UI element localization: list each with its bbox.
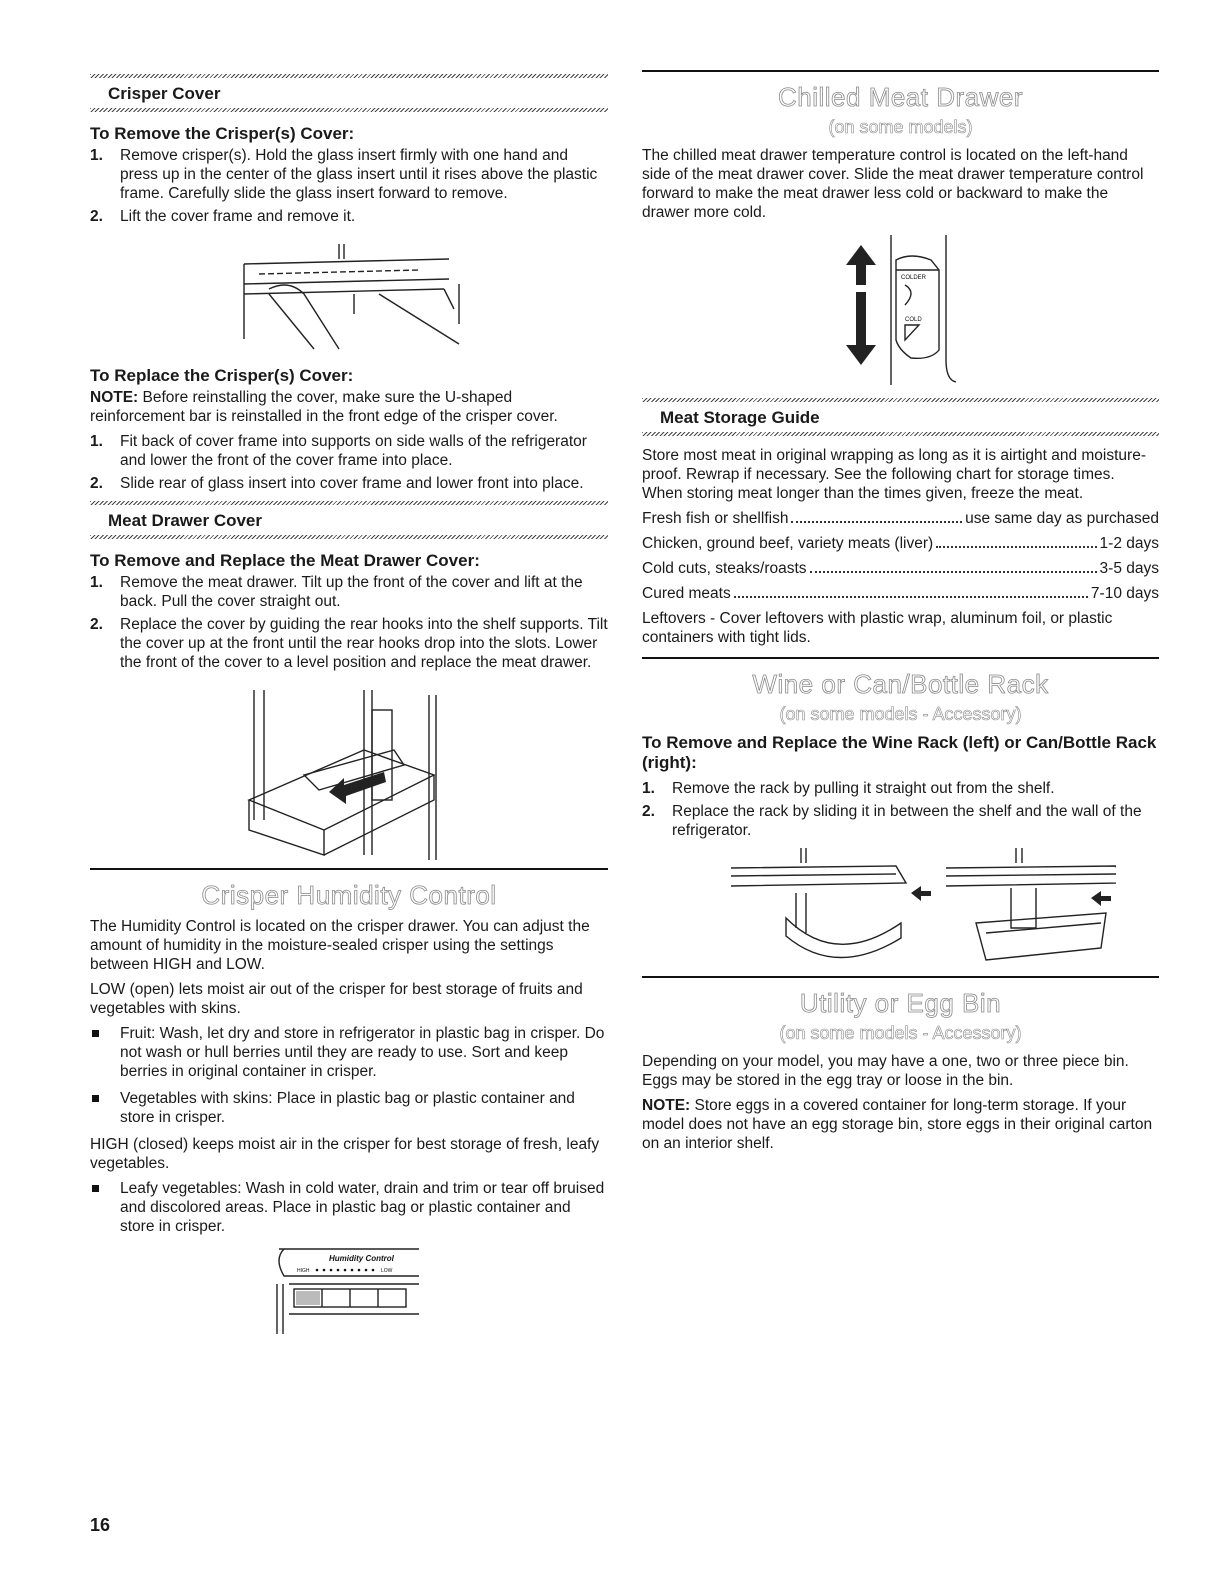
hatch-divider [90, 108, 608, 112]
low-bullets [90, 1024, 608, 1127]
section-divider [642, 976, 1159, 978]
wine-section-title: Wine or Can/Bottle Rack [752, 669, 1049, 699]
chilled-section-subtitle: (on some models) [828, 117, 973, 137]
wine-heading: To Remove and Replace the Wine Rack (left) or Can/Bottle Rack (right): [642, 733, 1157, 772]
step-item: 2. Replace the rack by sliding it in between the shelf and the wall of the refrigerator. [642, 803, 1142, 839]
wine-steps [642, 779, 1159, 840]
step-item: 1. Remove crisper(s). Hold the glass insert firmly with one hand and press up in the center of the glass insert until it rises above the plastic frame. Carefully slide the glass insert forward to remove. [90, 147, 598, 202]
wine-section-subtitle: (on some models - Accessory) [779, 704, 1022, 724]
crisper-cover-banner [90, 74, 608, 112]
chilled-section-title: Chilled Meat Drawer [777, 82, 1024, 112]
meat-guide-intro: Store most meat in original wrapping as long as it is airtight and moisture-proof. Rewrap if necessary. See the following chart for storage times. When storing meat longer than the times given, freeze the meat. [642, 447, 1146, 502]
meat-storage-table [642, 509, 1159, 603]
left-column [90, 70, 608, 1342]
bullet-item: Leafy vegetables: Wash in cold water, drain and trim or tear off bruised and discolored areas. Place in plastic bag or plastic container and store in crisper. [90, 1179, 608, 1236]
table-row: Cured meats 7-10 days [642, 585, 1159, 602]
table-row: Chicken, ground beef, variety meats (liver) 1-2 days [642, 535, 1159, 552]
section-divider [642, 70, 1159, 72]
humidity-figure-low: LOW [381, 1268, 393, 1274]
meat-guide-banner [642, 398, 1159, 436]
crisper-cover-title: Crisper Cover [108, 84, 221, 103]
high-bullets [90, 1179, 608, 1236]
hatch-divider [90, 535, 608, 539]
right-column [642, 70, 1159, 1153]
meat-drawer-cover-banner [90, 501, 608, 539]
humidity-control-illustration [269, 1244, 429, 1334]
crisper-cover-illustration [229, 234, 469, 354]
bullet-item: Vegetables with skins: Place in plastic bag or plastic container and store in crisper. [90, 1089, 608, 1127]
table-row: Cold cuts, steaks/roasts 3-5 days [642, 560, 1159, 577]
humidity-figure-label: Humidity Control [329, 1254, 394, 1263]
chilled-text: The chilled meat drawer temperature control is located on the left-hand side of the meat drawer cover. Slide the meat drawer temperature control forward to make the meat drawer less cold or backward to make the drawer more cold. [642, 147, 1144, 221]
step-item: 1. Remove the meat drawer. Tilt up the front of the cover and lift at the back. Pull the cover straight out. [90, 574, 583, 610]
hatch-divider [642, 432, 1159, 436]
utility-note: NOTE: Store eggs in a covered container for long-term storage. If your model does not have an egg storage bin, store eggs in their original carton on an interior shelf. [642, 1097, 1153, 1152]
utility-text: Depending on your model, you may have a one, two or three piece bin. Eggs may be stored in the egg tray or loose in the bin. [642, 1053, 1129, 1089]
table-row: Fresh fish or shellfish use same day as purchased [642, 510, 1159, 527]
section-divider [642, 657, 1159, 659]
chilled-cold-label: COLD [904, 317, 922, 323]
step-item: 1. Fit back of cover frame into supports on side walls of the refrigerator and lower the front of the cover frame into place. [90, 433, 587, 469]
humidity-high-text: HIGH (closed) keeps moist air in the crisper for best storage of fresh, leafy vegetables. [90, 1136, 600, 1172]
step-item: 2. Replace the cover by guiding the rear hooks into the shelf supports. Tilt the cover up at the front until the rear hooks drop into the slots. Lower the front of the cover to a level position and replace the meat drawer. [90, 616, 608, 671]
replace-crisper-steps [90, 432, 608, 493]
section-divider [90, 868, 608, 870]
replace-crisper-note: NOTE: Before reinstalling the cover, make sure the U-shaped reinforcement bar is reinstalled in the front edge of the crisper cover. [90, 389, 558, 425]
humidity-intro: The Humidity Control is located on the crisper drawer. You can adjust the amount of humidity in the moisture-sealed crisper using the settings between HIGH and LOW. [90, 918, 590, 973]
step-item: 2. Lift the cover frame and remove it. [90, 208, 356, 225]
meat-guide-title: Meat Storage Guide [660, 408, 820, 427]
replace-crisper-heading: To Replace the Crisper(s) Cover: [90, 366, 354, 385]
utility-section-subtitle: (on some models - Accessory) [779, 1023, 1022, 1043]
leftovers-text: Leftovers - Cover leftovers with plastic wrap, aluminum foil, or plastic containers with tight lids. [642, 610, 1113, 646]
humidity-low-text: LOW (open) lets moist air out of the crisper for best storage of fruits and vegetables with skins. [90, 981, 583, 1017]
wine-rack-illustration [686, 848, 1116, 968]
page-number: 16 [90, 1515, 111, 1535]
step-item: 2. Slide rear of glass insert into cover frame and lower front into place. [90, 475, 584, 492]
humidity-section-title: Crisper Humidity Control [201, 880, 497, 910]
bullet-item: Fruit: Wash, let dry and store in refrigerator in plastic bag in crisper. Do not wash or hull berries until they are ready to use. Sort and keep berries in original container in crisper. [90, 1024, 608, 1081]
chilled-control-illustration [821, 230, 981, 390]
meat-drawer-cover-title: Meat Drawer Cover [108, 511, 263, 530]
meat-drawer-illustration [244, 680, 454, 860]
step-item: 1. Remove the rack by pulling it straight out from the shelf. [642, 780, 1055, 797]
remove-crisper-steps [90, 146, 608, 226]
meat-drawer-steps [90, 573, 608, 672]
chilled-colder-label: COLDER [900, 275, 926, 281]
meat-drawer-heading: To Remove and Replace the Meat Drawer Cover: [90, 551, 480, 570]
remove-crisper-heading: To Remove the Crisper(s) Cover: [90, 124, 355, 143]
utility-section-title: Utility or Egg Bin [799, 988, 1002, 1018]
humidity-figure-high: HIGH [297, 1268, 310, 1274]
